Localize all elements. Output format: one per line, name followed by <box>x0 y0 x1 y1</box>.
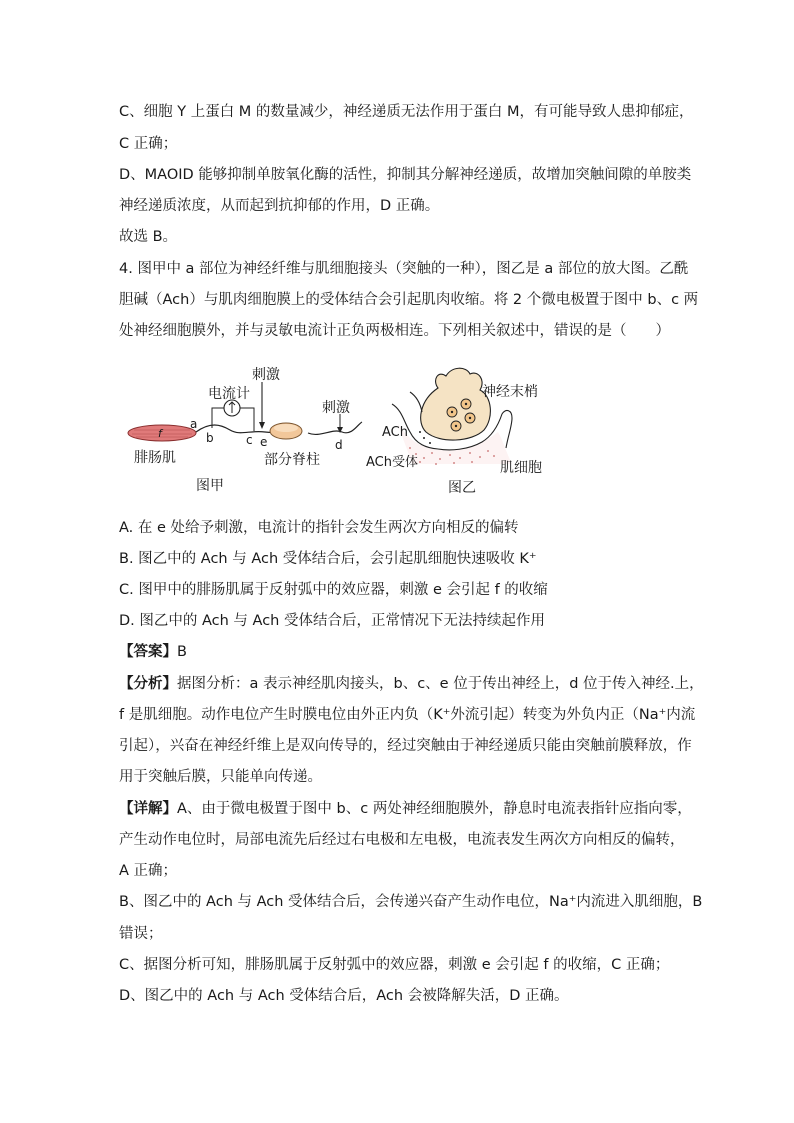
question-line-2: 胆碱（Ach）与肌肉细胞膜上的受体结合会引起肌肉收缩。将 2 个微电极置于图中 b、c 两 <box>119 292 699 308</box>
question-line-1: 4. 图甲中 a 部位为神经纤维与肌细胞接头（突触的一种），图乙是 a 部位的放大图。乙酰 <box>119 261 689 277</box>
label-f: f <box>158 427 162 440</box>
label-a: a <box>190 417 198 431</box>
figure-yi <box>366 368 542 496</box>
analysis-text-1: 据图分析：a 表示神经肌肉接头，b、c、e 位于传出神经上，d 位于传入神经.上， <box>177 676 704 692</box>
spine-label: 部分脊柱 <box>264 452 320 468</box>
prev-line-1: C、细胞 Y 上蛋白 M 的数量减少，神经递质无法作用于蛋白 M，有可能导致人患抑郁症， <box>119 104 694 120</box>
analysis-line-3: 引起），兴奋在神经纤维上是双向传导的，经过突触由于神经递质只能由突触前膜释放，作 <box>119 738 692 754</box>
answer-line <box>119 642 187 662</box>
gastrocnemius-muscle-shape <box>128 425 196 441</box>
galvanometer-label: 电流计 <box>208 386 250 402</box>
prev-line-5: 故选 B。 <box>119 229 178 245</box>
muscle-cell-label: 肌细胞 <box>500 460 542 476</box>
detail-line-3: A 正确； <box>119 863 178 879</box>
prev-line-2: C 正确； <box>119 136 178 152</box>
detail-line-7: D、图乙中的 Ach 与 Ach 受体结合后，Ach 会被降解失活，D 正确。 <box>119 988 569 1004</box>
answer-tag: 【答案】 <box>119 644 177 660</box>
detail-line-5: 错误； <box>119 926 163 942</box>
option-a: A. 在 e 处给予刺激，电流计的指针会发生两次方向相反的偏转 <box>119 520 519 536</box>
label-c: c <box>246 433 253 447</box>
figure-jia <box>128 367 362 494</box>
figure-diagram <box>120 352 570 502</box>
detail-line-2: 产生动作电位时，局部电流先后经过右电极和左电极，电流表发生两次方向相反的偏转， <box>119 832 685 848</box>
analysis-line-2: f 是肌细胞。动作电位产生时膜电位由外正内负（K⁺外流引起）转变为外负内正（Na⁺内流 <box>119 707 696 723</box>
receptor-label: ACh受体 <box>366 455 418 470</box>
detail-line-6: C、据图分析可知，腓肠肌属于反射弧中的效应器，刺激 e 会引起 f 的收缩，C 正确； <box>119 957 670 973</box>
label-d: d <box>335 438 343 452</box>
figure-jia-caption: 图甲 <box>196 478 224 494</box>
answer-value: B <box>177 644 187 660</box>
stimulus-top-label: 刺激 <box>252 367 280 383</box>
label-b: b <box>206 431 214 445</box>
stimulus-right-label: 刺激 <box>322 400 350 416</box>
ach-label: ACh <box>382 425 408 440</box>
detail-text-1: A、由于微电极置于图中 b、c 两处神经细胞膜外，静息时电流表指针应指向零， <box>177 801 692 817</box>
analysis-tag: 【分析】 <box>119 676 177 692</box>
prev-line-3: D、MAOID 能够抑制单胺氧化酶的活性，抑制其分解神经递质，故增加突触间隙的单胺类 <box>119 167 692 183</box>
figure-yi-caption: 图乙 <box>448 480 476 496</box>
label-e: e <box>260 435 268 449</box>
question-line-3: 处神经细胞膜外，并与灵敏电流计正负两极相连。下列相关叙述中，错误的是（ ） <box>119 323 670 339</box>
analysis-line-4: 用于突触后膜，只能单向传递。 <box>119 769 322 785</box>
analysis-line-1 <box>119 674 704 694</box>
option-d: D. 图乙中的 Ach 与 Ach 受体结合后，正常情况下无法持续起作用 <box>119 613 545 629</box>
detail-line-1 <box>119 799 692 819</box>
muscle-label: 腓肠肌 <box>134 450 176 466</box>
nerve-end-label: 神经末梢 <box>482 384 538 400</box>
detail-tag: 【详解】 <box>119 801 177 817</box>
detail-line-4: B、图乙中的 Ach 与 Ach 受体结合后，会传递兴奋产生动作电位，Na⁺内流进入肌细胞，B <box>119 894 703 910</box>
option-b: B. 图乙中的 Ach 与 Ach 受体结合后，会引起肌细胞快速吸收 K⁺ <box>119 551 537 567</box>
option-c: C. 图甲中的腓肠肌属于反射弧中的效应器，刺激 e 会引起 f 的收缩 <box>119 582 548 598</box>
prev-line-4: 神经递质浓度，从而起到抗抑郁的作用，D 正确。 <box>119 198 440 214</box>
